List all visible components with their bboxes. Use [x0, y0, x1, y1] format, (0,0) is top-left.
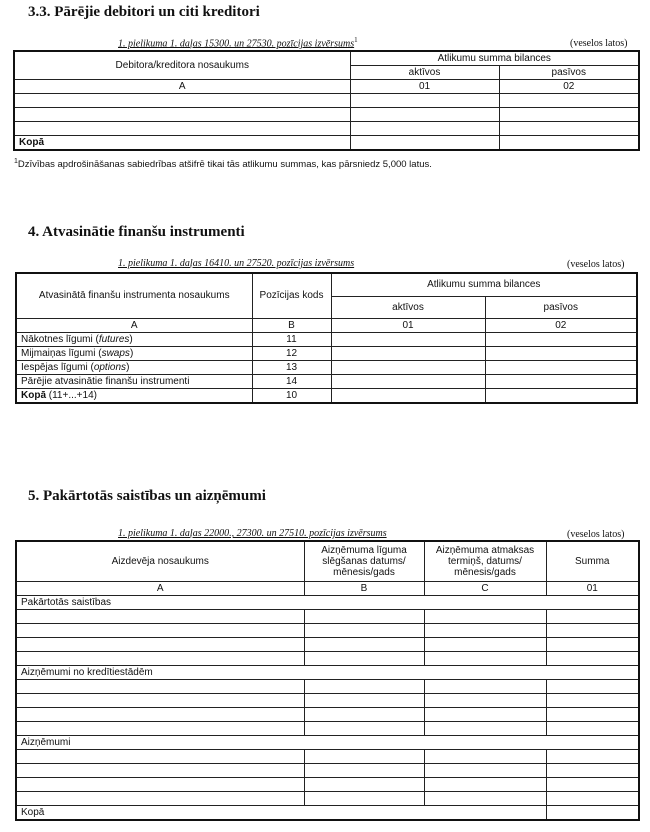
header-contract-date: Aizņēmuma līguma slēgšanas datums/ mēnesis/gads: [304, 541, 424, 581]
table-row: [16, 763, 639, 777]
input-cell[interactable]: [304, 651, 424, 665]
input-cell[interactable]: [424, 721, 546, 735]
group-label: Aizņēmumi: [16, 735, 639, 749]
row-code: 14: [252, 374, 331, 388]
input-cell[interactable]: [304, 623, 424, 637]
header-name: Atvasinātā finanšu instrumenta nosaukums: [16, 273, 252, 318]
caption-text: 1. pielikuma 1. daļas 22000., 27300. un 27510. pozīcijas izvērsums: [118, 528, 387, 539]
row-label: Nākotnes līgumi (futures): [16, 332, 252, 346]
input-cell[interactable]: [16, 651, 304, 665]
table-row: [16, 374, 637, 388]
input-cell[interactable]: [304, 679, 424, 693]
input-cell[interactable]: [331, 374, 485, 388]
input-cell[interactable]: [16, 623, 304, 637]
section-3-3-caption: [118, 36, 358, 49]
table-row: [16, 791, 639, 805]
caption-sup: 1: [354, 36, 358, 44]
input-cell[interactable]: [304, 693, 424, 707]
row-code: 10: [252, 388, 331, 403]
row-label: Pārējie atvasinātie finanšu instrumenti: [16, 374, 252, 388]
code-cell: 02: [499, 80, 639, 94]
input-cell[interactable]: [14, 108, 350, 122]
group-row: [16, 595, 639, 609]
input-cell[interactable]: [424, 637, 546, 651]
input-cell[interactable]: [304, 749, 424, 763]
code-cell: A: [16, 581, 304, 595]
input-cell[interactable]: [546, 623, 639, 637]
table-row: [16, 332, 637, 346]
input-cell[interactable]: [546, 637, 639, 651]
total-label: Kopā (11+...+14): [16, 388, 252, 403]
section-5-title: 5. Pakārtotās saistības un aizņēmumi: [28, 488, 266, 504]
group-row: [16, 735, 639, 749]
code-cell: 02: [485, 318, 637, 332]
total-row: [16, 805, 639, 820]
input-cell[interactable]: [485, 374, 637, 388]
input-cell[interactable]: [424, 623, 546, 637]
table-row: [16, 651, 639, 665]
footnote-text: Dzīvības apdrošināšanas sabiedrības atšifrē tikai tās atlikumu summas, kas pārsniedz 5,000 latus.: [17, 159, 432, 171]
header-liabilities: pasīvos: [499, 66, 639, 80]
code-cell: 01: [331, 318, 485, 332]
header-lender: Aizdevēja nosaukums: [16, 541, 304, 581]
footnote-sup: 1: [14, 158, 18, 165]
header-assets: aktīvos: [350, 66, 499, 80]
row-code: 11: [252, 332, 331, 346]
table-row: [16, 777, 639, 791]
input-cell[interactable]: [546, 707, 639, 721]
input-cell[interactable]: [16, 749, 304, 763]
input-cell[interactable]: [16, 679, 304, 693]
table-row: [14, 122, 639, 136]
header-sum: Summa: [546, 541, 639, 581]
code-cell: B: [304, 581, 424, 595]
total-row: [16, 388, 637, 403]
code-cell: 01: [350, 80, 499, 94]
input-cell[interactable]: [546, 791, 639, 805]
input-cell[interactable]: [16, 777, 304, 791]
input-cell[interactable]: [424, 651, 546, 665]
input-cell[interactable]: [350, 122, 499, 136]
input-cell[interactable]: [546, 651, 639, 665]
input-cell[interactable]: [424, 693, 546, 707]
input-cell[interactable]: [304, 777, 424, 791]
section-5-caption: [118, 528, 387, 539]
input-cell[interactable]: [16, 609, 304, 623]
input-cell[interactable]: [304, 609, 424, 623]
input-cell[interactable]: [546, 609, 639, 623]
subordinated-liabilities-table: [15, 540, 640, 821]
input-cell[interactable]: [485, 388, 637, 403]
input-cell[interactable]: [331, 332, 485, 346]
input-cell[interactable]: [499, 122, 639, 136]
input-cell[interactable]: [350, 94, 499, 108]
input-cell[interactable]: [14, 94, 350, 108]
input-cell[interactable]: [304, 791, 424, 805]
derivatives-table: [15, 272, 638, 404]
input-cell[interactable]: [16, 693, 304, 707]
group-row: [16, 665, 639, 679]
input-cell[interactable]: [546, 777, 639, 791]
input-cell[interactable]: [546, 749, 639, 763]
table-row: [16, 679, 639, 693]
input-cell[interactable]: [304, 763, 424, 777]
table-row: [16, 749, 639, 763]
code-cell: B: [252, 318, 331, 332]
table-row: [16, 637, 639, 651]
total-label: Kopā: [16, 805, 546, 820]
header-name: Debitora/kreditora nosaukums: [14, 51, 350, 80]
section-4-caption: [118, 258, 354, 269]
header-code: Pozīcijas kods: [252, 273, 331, 318]
input-cell[interactable]: [331, 346, 485, 360]
input-cell[interactable]: [546, 721, 639, 735]
code-cell: 01: [546, 581, 639, 595]
table-row: [16, 609, 639, 623]
caption-text: 1. pielikuma 1. daļas 15300. un 27530. pozīcijas izvērsums: [118, 38, 355, 50]
group-label: Aizņēmumi no kredītiestādēm: [16, 665, 639, 679]
input-cell[interactable]: [424, 679, 546, 693]
input-cell[interactable]: [424, 749, 546, 763]
caption-text: 1. pielikuma 1. daļas 16410. un 27520. pozīcijas izvērsums: [118, 258, 355, 269]
code-cell: A: [16, 318, 252, 332]
input-cell[interactable]: [331, 388, 485, 403]
table-row: [16, 360, 637, 374]
input-cell[interactable]: [350, 108, 499, 122]
total-row: [14, 136, 639, 151]
group-label: Pakārtotās saistības: [16, 595, 639, 609]
input-cell[interactable]: [546, 679, 639, 693]
unit-label: (veselos latos): [567, 259, 625, 270]
input-cell[interactable]: [424, 609, 546, 623]
table-row: [16, 346, 637, 360]
table-row: [16, 623, 639, 637]
unit-label: (veselos latos): [570, 38, 628, 49]
section-4-title: 4. Atvasinātie finanšu instrumenti: [28, 224, 245, 240]
input-cell[interactable]: [304, 637, 424, 651]
input-cell[interactable]: [485, 346, 637, 360]
input-cell[interactable]: [499, 136, 639, 151]
input-cell[interactable]: [16, 721, 304, 735]
debitors-table: [13, 50, 640, 151]
input-cell[interactable]: [499, 94, 639, 108]
code-cell: A: [14, 80, 350, 94]
input-cell[interactable]: [16, 637, 304, 651]
row-label: Mijmaiņas līgumi (swaps): [16, 346, 252, 360]
header-group: Atlikumu summa bilances: [331, 273, 637, 296]
footnote: [14, 158, 432, 170]
input-cell[interactable]: [546, 693, 639, 707]
input-cell[interactable]: [424, 777, 546, 791]
input-cell[interactable]: [424, 763, 546, 777]
input-cell[interactable]: [304, 707, 424, 721]
header-group: Atlikumu summa bilances: [350, 51, 639, 66]
input-cell[interactable]: [424, 791, 546, 805]
input-cell[interactable]: [499, 108, 639, 122]
table-row: [16, 721, 639, 735]
input-cell[interactable]: [546, 805, 639, 820]
row-label: Iespējas līgumi (options): [16, 360, 252, 374]
total-label: Kopā: [14, 136, 350, 151]
header-repayment-term: Aizņēmuma atmaksas termiņš, datums/ mēnesis/gads: [424, 541, 546, 581]
input-cell[interactable]: [485, 360, 637, 374]
input-cell[interactable]: [304, 721, 424, 735]
row-code: 12: [252, 346, 331, 360]
header-assets: aktīvos: [331, 296, 485, 318]
input-cell[interactable]: [485, 332, 637, 346]
input-cell[interactable]: [424, 707, 546, 721]
input-cell[interactable]: [350, 136, 499, 151]
table-row: [14, 108, 639, 122]
input-cell[interactable]: [16, 707, 304, 721]
input-cell[interactable]: [16, 791, 304, 805]
code-cell: C: [424, 581, 546, 595]
input-cell[interactable]: [546, 763, 639, 777]
unit-label: (veselos latos): [567, 529, 625, 540]
header-liabilities: pasīvos: [485, 296, 637, 318]
section-3-3-title: 3.3. Pārējie debitori un citi kreditori: [28, 4, 260, 20]
input-cell[interactable]: [14, 122, 350, 136]
input-cell[interactable]: [331, 360, 485, 374]
row-code: 13: [252, 360, 331, 374]
table-row: [16, 707, 639, 721]
table-row: [14, 94, 639, 108]
input-cell[interactable]: [16, 763, 304, 777]
table-row: [16, 693, 639, 707]
